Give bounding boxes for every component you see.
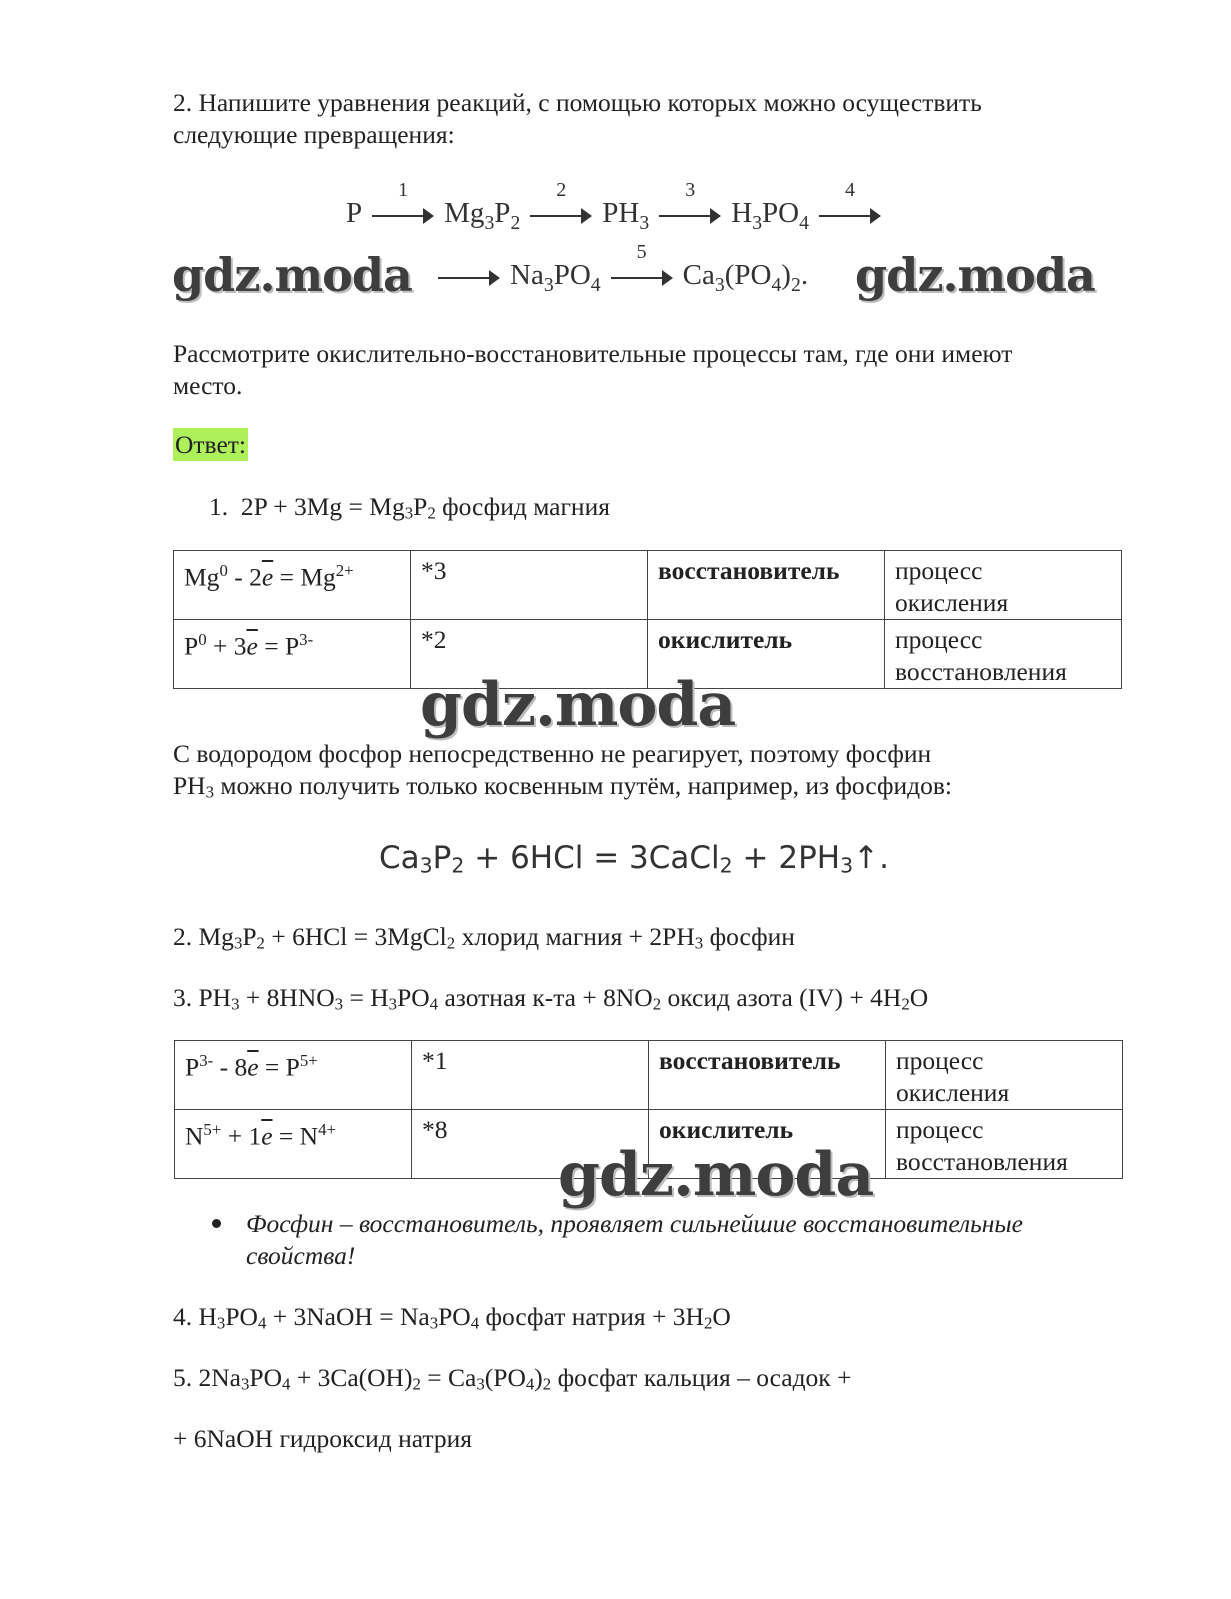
process-cell: процесс окисления bbox=[886, 1041, 1123, 1110]
bullet-icon bbox=[212, 1219, 221, 1228]
process-cell: процесс восстановления bbox=[886, 1110, 1123, 1179]
phosphine-equation: $Ca_3P_2 + 6HCl$ = 3CaCl$_2$ + $2PH_3↑$. bbox=[379, 840, 889, 878]
watermark: gdz.moda bbox=[558, 1140, 874, 1210]
answer-label: Ответ: bbox=[175, 430, 246, 459]
arrow-4: 4 bbox=[819, 205, 881, 225]
half-reaction-cell: $N^{5+} + 1\overline{e} = N^{4+}$ bbox=[175, 1110, 412, 1179]
arrow-3: 3 bbox=[659, 205, 721, 225]
scheme-row-2: $Na_3PO_4$ 5 $Ca_3(PO_4)_2$. bbox=[428, 259, 808, 297]
reaction-5: 5. $2Na_3PO_4 + 3Ca(OH)_2 = Ca_3(PO_4)_2$ фосфат кальция – осадок + bbox=[173, 1363, 852, 1394]
arrow-continue bbox=[438, 267, 500, 287]
note-line-2: $PH_3$ можно получить только косвенным путём, например, из фосфидов: bbox=[173, 771, 952, 802]
consider-line-1: Рассмотрите окислительно-восстановительные процессы там, где они имеют bbox=[173, 339, 1013, 368]
task-line-2: следующие превращения: bbox=[173, 120, 455, 149]
table-row bbox=[175, 1041, 1123, 1110]
process-cell: процесс окисления bbox=[885, 551, 1122, 620]
coefficient-cell: *2 bbox=[411, 620, 648, 689]
task-line-1: 2. Напишите уравнения реакций, с помощью которых можно осуществить bbox=[173, 88, 982, 117]
bullet-note-line-2: свойства! bbox=[246, 1241, 356, 1270]
bullet-note-line-1: Фосфин – восстановитель, проявляет сильнейшие восстановительные bbox=[246, 1209, 1023, 1238]
reaction-2: 2. $Mg_3P_2 + 6HCl$ = 3MgCl$_2$ хлорид магния + $2PH_3$ фосфин bbox=[173, 922, 795, 953]
arrow-2: 2 bbox=[530, 205, 592, 225]
process-cell: процесс восстановления bbox=[885, 620, 1122, 689]
coefficient-cell: *1 bbox=[412, 1041, 649, 1110]
reaction-5-continued: + 6NaOH гидроксид натрия bbox=[173, 1424, 472, 1453]
watermark: gdz.moda bbox=[855, 248, 1095, 302]
half-reaction-cell: $P^{3-} - 8\overline{e} = P^{5+}$ bbox=[175, 1041, 412, 1110]
role-cell: восстановитель bbox=[648, 551, 885, 620]
half-reaction-cell: $Mg^0 - 2\overline{e} = Mg^{2+}$ bbox=[174, 551, 411, 620]
consider-line-2: место. bbox=[173, 371, 243, 400]
arrow-1: 1 bbox=[372, 205, 434, 225]
reaction-4: 4. $H_3PO_4$ + 3NaOH = $Na_3PO_4$ фосфат натрия + $3H_2O$ bbox=[173, 1302, 731, 1333]
role-cell: окислитель bbox=[649, 1110, 886, 1179]
role-cell: окислитель bbox=[648, 620, 885, 689]
reaction-3: 3. $PH_3 + 8HNO_3 = H_3PO_4$ азотная $к-та + 8NO_2$ оксид азота $(IV) + 4H_2O$ bbox=[173, 983, 929, 1014]
watermark: gdz.moda bbox=[420, 670, 736, 740]
redox-table-1 bbox=[173, 550, 1122, 689]
scheme-row-1: P 1 $Mg_3P_2$ 2 $PH_3$ 3 $H_3PO_4$ 4 bbox=[346, 197, 891, 235]
table-row bbox=[174, 551, 1122, 620]
coefficient-cell: *8 bbox=[412, 1110, 649, 1179]
half-reaction-cell: $P^0 + 3\overline{e} = P^{3-}$ bbox=[174, 620, 411, 689]
arrow-5: 5 bbox=[611, 267, 673, 287]
coefficient-cell: *3 bbox=[411, 551, 648, 620]
reaction-1: 1. $2P + 3Mg = Mg_3P_2$ фосфид магния bbox=[209, 492, 610, 523]
note-line-1: С водородом фосфор непосредственно не реагирует, поэтому фосфин bbox=[173, 739, 932, 768]
role-cell: восстановитель bbox=[649, 1041, 886, 1110]
watermark: gdz.moda bbox=[172, 248, 412, 302]
